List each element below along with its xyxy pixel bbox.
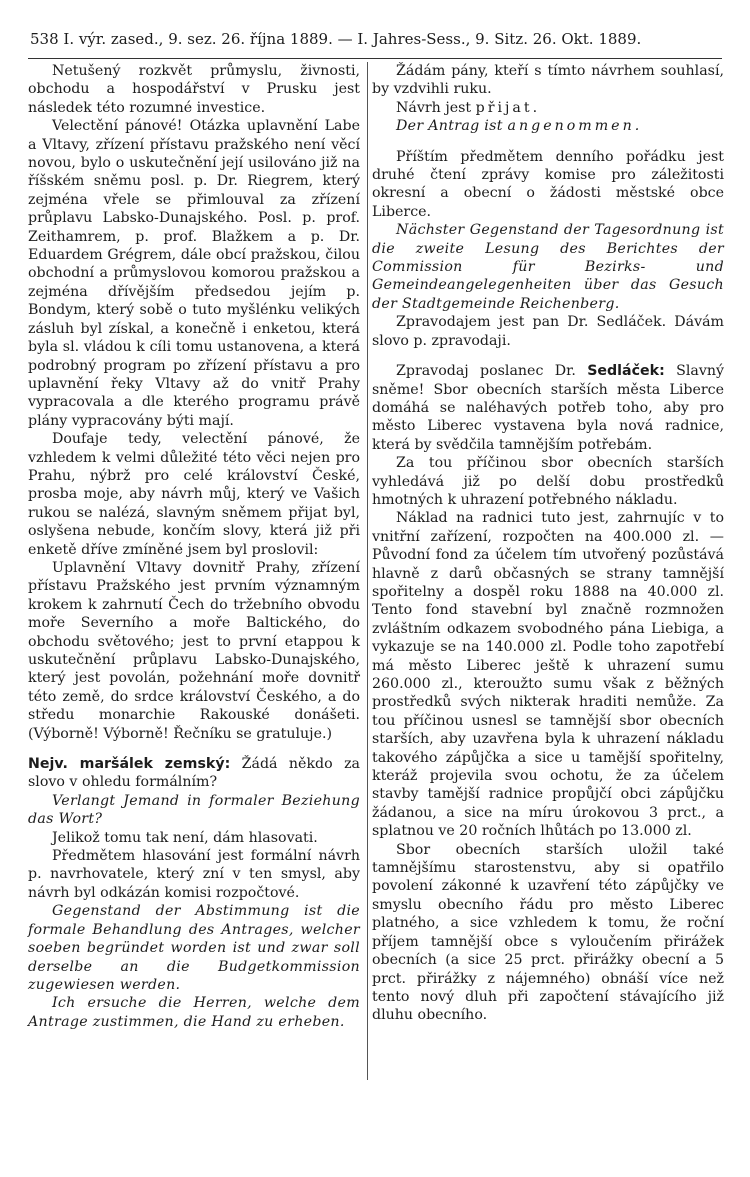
emphasis: přijat. <box>475 99 541 116</box>
paragraph: Za tou příčinou sbor obecních starších vyhledává již po delší dobu prostředků hmotných k uhrazení potřebného nákladu. <box>372 455 724 508</box>
german-paragraph: Verlangt Jemand in formaler Beziehung das Wort? <box>28 792 360 828</box>
speaker-name: Nejv. maršálek zemský: <box>28 756 231 773</box>
paragraph: Netušený rozkvět průmyslu, živnosti, obchodu a hospodářství v Prusku jest následek této rozumné investice. <box>28 63 360 116</box>
paragraph: Žádám pány, kteří s tímto návrhem souhlasí, by vzdvihli ruku. <box>372 63 724 98</box>
speaker-text: Slavný sněme! Sbor obecních starších města Liberce domáhá se naléhavých potřeb toho, aby pro město Liberec vystavena byla nová radnice, která by svědčila tamnějším potřebám. <box>372 363 724 453</box>
german-paragraph: Nächster Gegenstand der Tagesordnung ist die zweite Lesung des Berichtes der Commission für Bezirks- und Gemeindeangelegenheiten über das Gesuch der Stadtgemeinde Reichenberg. <box>372 222 724 312</box>
paragraph: Předmětem hlasování jest formální návrh p. navrhovatele, který zní v ten smysl, aby návrh byl odkázán komisi rozpočtové. <box>28 848 360 901</box>
paragraph <box>28 755 360 792</box>
text: Návrh jest <box>396 99 476 116</box>
text: Der Antrag ist <box>396 118 508 135</box>
left-column <box>28 62 360 1031</box>
paragraph: Velectění pánové! Otázka uplavnění Labe a Vltavy, zřízení přístavu pražského není věcí novou, bylo o uskutečnění její usilováno již na říšském sněmu posl. p. Dr. Riegrem, který zejména vřele se přimlouval za zřízení průplavu Labsko-Dunajského. Posl. p. prof. Zeithamrem, p. prof. Blažkem a p. Dr. Eduardem Grégrem, dále obcí pražskou, čilou obchodní a průmyslovou komorou pražskou a zejména dřívějším předsedou jejím p. Bondym, který sobě o tuto myšlénku velikých zásluh byl získal, a konečně i enketou, která byla sl. vládou k cíli tomu ustanovena, a která podrobný program po zřízení přístavu a pro uplavnění řeky Vltavy až do vnitř Prahy vypracovala a dle kterého programu právě plány vypracovány býti mají. <box>28 118 360 429</box>
text: Zpravodaj poslanec Dr. <box>396 363 588 380</box>
paragraph <box>372 99 724 117</box>
paragraph: Náklad na radnici tuto jest, zahrnujíc v to vnitřní zařízení, rozpočten na 400.000 zl. — Původní fond za účelem tím utvořený pozůstává hlavně z darů občasných se strany tamnější spořitelny a dospěl roku 1888 na 40.000 zl. Tento fond stavební byl značně rozmnožen zvláštním odkazem svobodného pána Liebiga, a vykazuje se na 140.000 zl. Podle toho zapotřebí má město Liberec ještě k uhrazení sumu 260.000 zl., kteroužto sumu však z běžných prostředků svých nikterak hraditi nemůže. Za tou příčinou usnesl se tamnější sbor obecních starších, aby uzavřena byla k uhrazení nákladu takového zápůjčka a sice u tamější spořitelny, kteráž projevila svou ochotu, že za účelem stavby tamější radnice propůjčí obci zápůjčku žádanou, a sice na míru úrokovou 3 prct., a splatnou ve 20 ročních lhůtách po 13.000 zl. <box>372 510 724 840</box>
paragraph: Doufaje tedy, velectění pánové, že vzhledem k velmi důležité této věci nejen pro Prahu, nýbrž pro celé království České, prosba moje, aby návrh můj, který ve Vašich rukou se nalézá, slavným sněmem přijat byl, oslyšena nebude, končím slovy, která již při enketě dříve zmíněné jsem byl proslovil: <box>28 431 360 558</box>
paragraph: Uplavnění Vltavy dovnitř Prahy, zřízení přístavu Pražského jest prvním významným krokem k zahrnutí Čech do tržebního obvodu moře Severního a moře Baltického, do obchodu světového; jest to první etappou k uskutečnění průplavu Labsko-Dunajského, který jest povolán, požehnání moře dovnitř této země, do srdce království Českého, a do středu monarchie Rakouské donášeti. (Výborně! Výborně! Řečníku se gratuluje.) <box>28 559 360 742</box>
german-paragraph: Gegenstand der Abstimmung ist die formale Behandlung des Antrages, welcher soeben begründet worden ist und zwar soll derselbe an die Budgetkommission zugewiesen werden. <box>28 903 360 993</box>
speaker-text: Žádá někdo za slovo v ohledu formálním? <box>28 756 361 791</box>
right-column <box>372 62 724 1025</box>
emphasis: angenommen. <box>507 118 643 135</box>
paragraph: Jelikož tomu tak není, dám hlasovati. <box>52 829 318 846</box>
page-header: 538 I. výr. zased., 9. sez. 26. října 1889. — I. Jahres-Sess., 9. Sitz. 26. Okt. 1889. <box>30 30 642 48</box>
column-divider <box>367 62 368 1080</box>
paragraph: Sbor obecních starších uložil také tamnějšímu starostenstvu, aby si opatřilo povolení zákonné k uzavření této zápůjčky ve smyslu obecního řádu pro město Liberec platného, a sice vzhledem k tomu, že roční příjem tamnější obce s vyloučením přirážek obecních (a sice 25 prct. přirážky obecní a 5 prct. přirážky z nájemného) obnáší více než tento nový dluh při započtení stávajícího již dluhu obecního. <box>372 841 724 1024</box>
paragraph: Zpravodajem jest pan Dr. Sedláček. Dávám slovo p. zpravodaji. <box>372 314 724 349</box>
german-paragraph: Ich ersuche die Herren, welche dem Antrage zustimmen, die Hand zu erheben. <box>28 995 360 1030</box>
paragraph <box>372 362 724 454</box>
speaker-name: Sedláček: <box>587 363 665 380</box>
paragraph: Příštím předmětem denního pořádku jest druhé čtení zprávy komise pro záležitosti okresní a obecní o žádosti městské obce Liberce. <box>372 148 724 220</box>
german-paragraph <box>372 117 724 135</box>
header-rule <box>28 58 722 59</box>
